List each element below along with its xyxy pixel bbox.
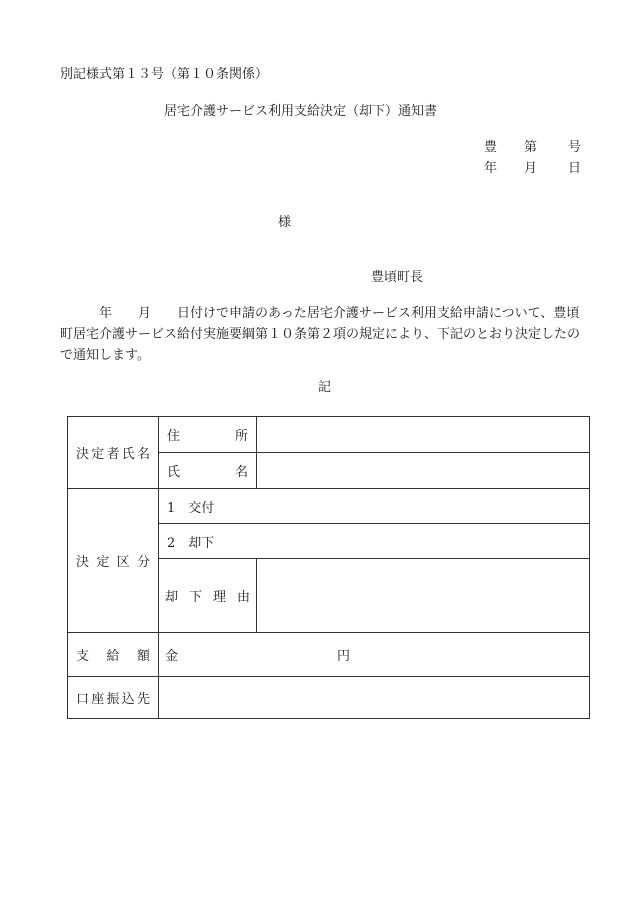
option-grant: 1 交付	[159, 489, 590, 524]
address-label: 住 所	[159, 417, 257, 453]
address-row	[68, 417, 590, 453]
issuer-prefix: 豊	[484, 140, 498, 155]
number-go: 号	[568, 140, 582, 155]
bank-label: 口座振込先	[68, 677, 159, 719]
date-month: 月	[524, 161, 538, 176]
amount-value	[159, 633, 590, 677]
address-value	[257, 417, 590, 453]
amount-unit: 円	[337, 649, 351, 664]
applicant-label: 決定者氏名	[68, 417, 159, 489]
number-dai: 第	[524, 140, 538, 155]
date-day: 日	[568, 161, 582, 176]
sender-name: 豊頃町長	[371, 270, 424, 285]
reject-reason-value	[257, 559, 590, 633]
date-year: 年	[484, 161, 498, 176]
notice-body: 年 月 日付けで申請のあった居宅介護サービス利用支給申請について、豊頃町居宅介護サービス給付実施要綱第１０条第２項の規定により、下記のとおり決定したので通知します。	[60, 306, 581, 363]
name-value	[257, 453, 590, 489]
form-number: 別記様式第１３号（第１０条関係）	[60, 67, 269, 82]
reference-date-row	[484, 161, 581, 182]
reject-reason-label: 却下理由	[159, 559, 257, 633]
addressee-honorific: 様	[278, 215, 292, 230]
bank-row	[68, 677, 590, 719]
bank-value	[159, 677, 590, 719]
reference-block	[484, 140, 581, 182]
name-label: 氏 名	[159, 453, 257, 489]
decision-label: 決定区分	[68, 489, 159, 633]
document-title: 居宅介護サービス利用支給決定（却下）通知書	[164, 104, 438, 119]
amount-row	[68, 633, 590, 677]
grant-row	[68, 489, 590, 524]
amount-label: 支給額	[68, 633, 159, 677]
amount-prefix: 金	[165, 649, 179, 664]
decision-table	[67, 416, 590, 719]
reference-number-row	[484, 140, 581, 161]
ki-heading: 記	[318, 380, 332, 395]
option-reject: 2 却下	[159, 524, 590, 559]
